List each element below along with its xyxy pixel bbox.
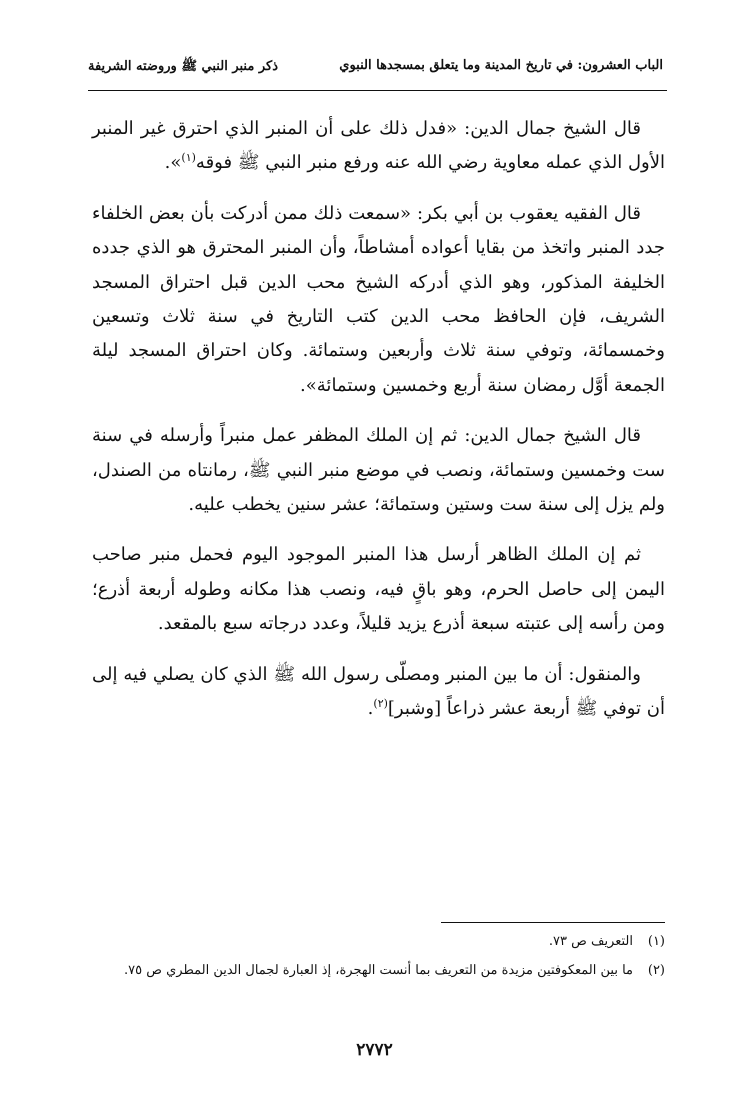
running-header bbox=[88, 56, 663, 80]
footnote-text: ما بين المعكوفتين مزيدة من التعريف بما أنست الهجرة، إذ العبارة لجمال الدين المطري ص ٧٥. bbox=[124, 963, 633, 978]
footnote-2 bbox=[92, 959, 665, 982]
footnote-text: التعريف ص ٧٣. bbox=[548, 934, 633, 949]
paragraph-1 bbox=[92, 112, 665, 181]
paragraph-text: قال الشيخ جمال الدين: ثم إن الملك المظفر عمل منبراً وأرسله في سنة ست وخمسين وستمائة، ونصب في موضع منبر النبي ﷺ، رمانتاه من الصندل، ولم يزل إلى سنة ست وستين وستمائة؛ عشر سنين يخطب عليه. bbox=[92, 425, 665, 516]
footnote-reference-2: (٢) bbox=[373, 697, 388, 711]
paragraph-closing: ». bbox=[164, 152, 182, 174]
footnote-number: (١) bbox=[647, 934, 665, 949]
main-text bbox=[92, 112, 665, 743]
footnote-number: (٢) bbox=[647, 963, 665, 978]
paragraph-4 bbox=[92, 538, 665, 641]
paragraph-text: قال الشيخ جمال الدين: «فدل ذلك على أن المنبر الذي احترق غير المنبر الأول الذي عمله معاوية رضي الله عنه ورفع منبر النبي ﷺ فوقه bbox=[92, 118, 665, 174]
paragraph-2 bbox=[92, 197, 665, 403]
paragraph-text: ثم إن الملك الظاهر أرسل هذا المنبر الموجود اليوم فحمل منبر صاحب اليمن إلى حاصل الحرم، وهو باقٍ فيه، ونصب هذا مكانه وطوله أربعة أذرع؛ ومن رأسه إلى عتبته سبعة أذرع يزيد قليلاً، وعدد درجاته سبع بالمقعد. bbox=[92, 544, 665, 635]
paragraph-5 bbox=[92, 658, 665, 727]
paragraph-text: قال الفقيه يعقوب بن أبي بكر: «سمعت ذلك ممن أدركت بأن بعض الخلفاء جدد المنبر واتخذ من بقايا أعواده أمشاطاً، وأن المنبر المحترق هو الذي جدده الخليفة المذكور، وهو الذي أدركه الشيخ محب الدين قبل احتراق المسجد الشريف، فإن الحافظ محب الدين كتب التاريخ في سنة ثلاث وتسعين وخمسمائة، وتوفي سنة ثلاث وأربعين وستمائة. وكان احتراق المسجد ليلة الجمعة أوَّل رمضان سنة أربع وخمسين وستمائة». bbox=[92, 202, 665, 396]
footnote-divider bbox=[441, 922, 665, 923]
section-title: ذكر منبر النبي ﷺ وروضته الشريفة bbox=[88, 59, 278, 74]
paragraph-3 bbox=[92, 419, 665, 522]
footnote-1 bbox=[92, 930, 665, 953]
footnote-reference-1: (١) bbox=[181, 151, 196, 165]
paragraph-text: والمنقول: أن ما بين المنبر ومصلّى رسول الله ﷺ الذي كان يصلي فيه إلى أن توفي ﷺ أربعة عشر ذراعاً [وشبر] bbox=[92, 663, 665, 720]
footnotes bbox=[92, 930, 665, 988]
chapter-title: الباب العشرون: في تاريخ المدينة وما يتعلق بمسجدها النبوي bbox=[339, 58, 663, 73]
paragraph-closing: . bbox=[367, 698, 374, 720]
header-divider bbox=[88, 90, 667, 91]
page-number: ٢٧٧٢ bbox=[356, 1040, 393, 1060]
